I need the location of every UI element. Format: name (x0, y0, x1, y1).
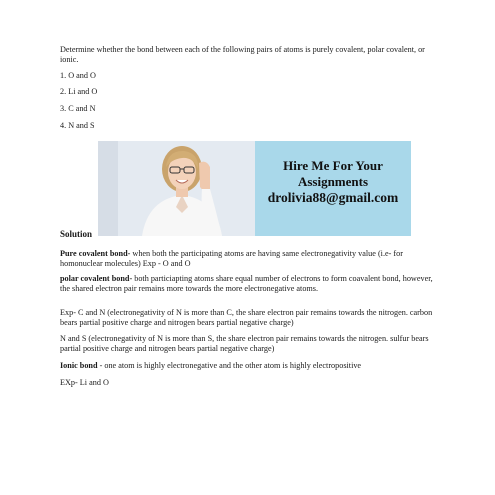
ionic-text: - one atom is highly electronegative and the other atom is highly electropositive (97, 361, 362, 370)
question-item-3: 3. C and N (60, 104, 96, 113)
ad-headline-line-2: Assignments (297, 174, 369, 189)
ionic-term: Ionic bond (60, 361, 98, 370)
polar-covalent-paragraph (60, 274, 440, 295)
ad-text-panel[interactable] (255, 141, 411, 236)
pure-covalent-text: when both the participating atoms are having same electronegativity value (i.e- for homonuclear molecules) Exp - O and O (60, 249, 403, 269)
woman-photo-illustration (98, 141, 255, 236)
question-item-4: 4. N and S (60, 121, 95, 130)
pure-covalent-term: Pure covalent bond- (60, 249, 131, 258)
ad-email[interactable]: drolivia88@gmail.com (267, 190, 399, 205)
ionic-paragraph (60, 361, 440, 371)
polar-covalent-text: both particiapting atoms share equal number of electrons to form coavalent bond, however, the shared electron pair remains more towards the more electronegative atoms. (60, 274, 433, 294)
example-n-s: N and S (electronegativity of N is more than S, the share electron pair remains towards the nitrogen. sulfur bears partial positive charge and nitrogen bears partial negative charge) (60, 334, 429, 354)
ad-banner[interactable] (98, 141, 411, 236)
woman-photo (98, 141, 255, 236)
question-item-2: 2. Li and O (60, 87, 98, 96)
pure-covalent-paragraph (60, 249, 440, 270)
solution-heading: Solution (60, 229, 93, 239)
question-item-1: 1. O and O (60, 71, 96, 80)
polar-covalent-term: polar covalent bond- (60, 274, 133, 283)
example-c-n: Exp- C and N (electronegativity of N is more than C, the share electron pair remains towards the nitrogen. carbon bears partial positive charge and nitrogen bears partial negative charge) (60, 308, 433, 328)
ad-headline-line-1: Hire Me For Your (283, 158, 383, 173)
example-li-o: EXp- Li and O (60, 378, 109, 387)
question-prompt: Determine whether the bond between each of the following pairs of atoms is purely covalent, polar covalent, or ionic. (60, 45, 425, 65)
